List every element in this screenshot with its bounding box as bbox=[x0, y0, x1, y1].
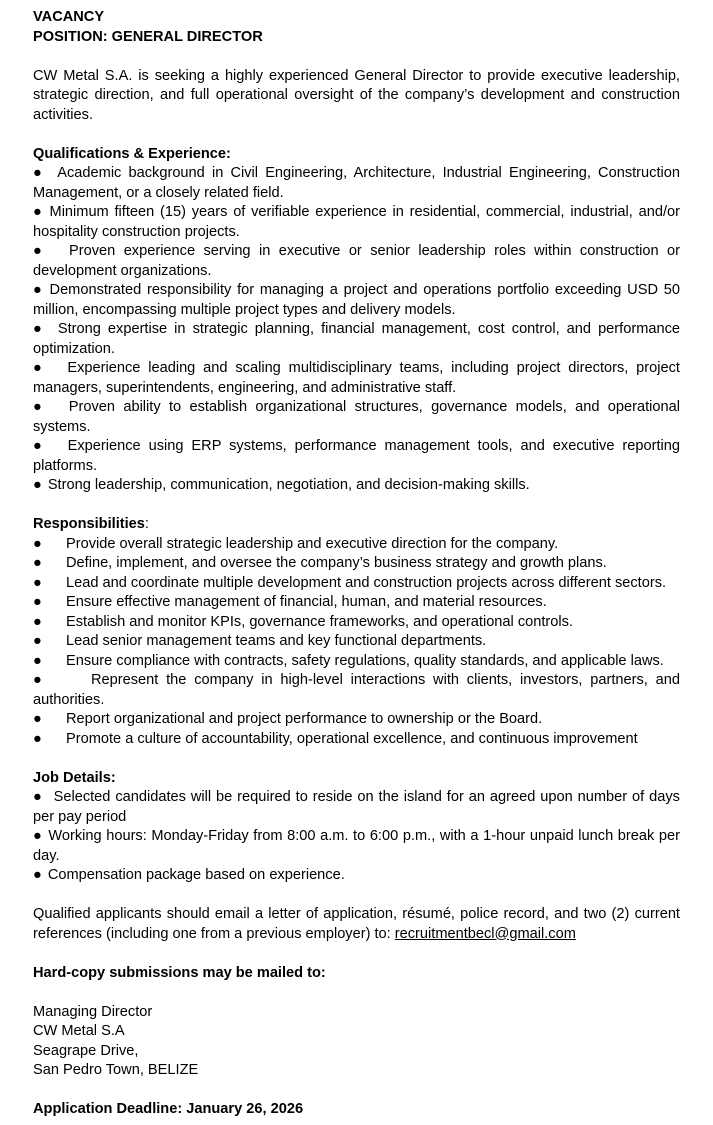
job-details-heading: Job Details: bbox=[33, 769, 116, 786]
list-item: ● Academic background in Civil Engineering, Architecture, Industrial Engineering, Construction Management, or a closely related field. bbox=[33, 165, 680, 201]
responsibilities-heading: Responsibilities: bbox=[33, 516, 149, 532]
list-item: ● Experience using ERP systems, performance management tools, and executive reporting platforms. bbox=[33, 438, 680, 474]
document-title: VACANCY bbox=[33, 9, 105, 25]
list-item: ● Demonstrated responsibility for managing a project and operations portfolio exceeding USD 50 million, encompassing multiple project types and delivery models. bbox=[33, 282, 680, 318]
list-item: ● Compensation package based on experience. bbox=[33, 867, 345, 883]
mailing-address bbox=[33, 1003, 680, 1081]
bullet-icon: ● bbox=[33, 711, 42, 727]
bullet-icon: ● bbox=[33, 360, 46, 376]
list-item: ● Proven experience serving in executive or senior leadership roles within construction or development organizations. bbox=[33, 243, 680, 279]
list-item: ● Experience leading and scaling multidisciplinary teams, including project directors, project managers, superintendents, engineering, and administrative staff. bbox=[33, 360, 680, 396]
application-instructions: Qualified applicants should email a letter of application, résumé, police record, and two (2) current references (including one from a previous employer) to: recruitmentbecl@gmail.com bbox=[33, 906, 680, 942]
list-item: ● Represent the company in high-level interactions with clients, investors, partners, and authorities. bbox=[33, 672, 680, 708]
list-item: ● Define, implement, and oversee the company’s business strategy and growth plans. bbox=[33, 554, 680, 574]
address-line: CW Metal S.A bbox=[33, 1023, 125, 1039]
bullet-icon: ● bbox=[33, 321, 45, 337]
bullet-icon: ● bbox=[33, 477, 42, 493]
list-item: ● Strong leadership, communication, negotiation, and decision-making skills. bbox=[33, 477, 530, 493]
bullet-icon: ● bbox=[33, 243, 47, 259]
bullet-icon: ● bbox=[33, 204, 44, 220]
address-line: Seagrape Drive, bbox=[33, 1042, 139, 1059]
address-line: San Pedro Town, BELIZE bbox=[33, 1062, 199, 1078]
bullet-icon: ● bbox=[33, 672, 42, 688]
bullet-icon: ● bbox=[33, 730, 42, 747]
list-item: ● Report organizational and project performance to ownership or the Board. bbox=[33, 710, 680, 730]
application-deadline: Application Deadline: January 26, 2026 bbox=[33, 1101, 304, 1117]
position-title: POSITION: GENERAL DIRECTOR bbox=[33, 28, 263, 45]
list-item: ● Ensure effective management of financial, human, and material resources. bbox=[33, 593, 680, 613]
list-item: ● Proven ability to establish organizational structures, governance models, and operational systems. bbox=[33, 399, 680, 435]
bullet-icon: ● bbox=[33, 282, 44, 298]
list-item: ● Working hours: Monday-Friday from 8:00 a.m. to 6:00 p.m., with a 1-hour unpaid lunch break per day. bbox=[33, 828, 680, 864]
list-item: ● Promote a culture of accountability, operational excellence, and continuous improvement bbox=[33, 730, 680, 750]
bullet-icon: ● bbox=[33, 555, 42, 571]
vacancy-document bbox=[33, 8, 680, 1120]
responsibilities-list bbox=[33, 535, 680, 750]
bullet-icon: ● bbox=[33, 399, 47, 415]
job-details-list bbox=[33, 788, 680, 886]
bullet-icon: ● bbox=[33, 828, 43, 844]
address-line: Managing Director bbox=[33, 1003, 153, 1020]
bullet-icon: ● bbox=[33, 867, 42, 883]
intro-paragraph: CW Metal S.A. is seeking a highly experienced General Director to provide executive leadership, strategic direction, and full operational oversight of the company’s development and construction activities. bbox=[33, 67, 680, 123]
bullet-icon: ● bbox=[33, 165, 45, 181]
list-item: ● Minimum fifteen (15) years of verifiable experience in residential, commercial, industrial, and/or hospitality construction projects. bbox=[33, 204, 680, 240]
qualifications-list bbox=[33, 164, 680, 496]
bullet-icon: ● bbox=[33, 535, 42, 552]
list-item: ● Lead and coordinate multiple development and construction projects across different sectors. bbox=[33, 574, 680, 594]
bullet-icon: ● bbox=[33, 613, 42, 630]
list-item: ● Provide overall strategic leadership and executive direction for the company. bbox=[33, 535, 680, 555]
bullet-icon: ● bbox=[33, 789, 43, 805]
bullet-icon: ● bbox=[33, 633, 42, 649]
list-item: ● Establish and monitor KPIs, governance frameworks, and operational controls. bbox=[33, 613, 680, 633]
bullet-icon: ● bbox=[33, 438, 46, 454]
qualifications-heading: Qualifications & Experience: bbox=[33, 145, 231, 162]
mail-heading: Hard-copy submissions may be mailed to: bbox=[33, 964, 326, 981]
bullet-icon: ● bbox=[33, 594, 42, 610]
list-item: ● Ensure compliance with contracts, safety regulations, quality standards, and applicable laws. bbox=[33, 652, 680, 672]
list-item: ● Strong expertise in strategic planning, financial management, cost control, and performance optimization. bbox=[33, 321, 680, 357]
list-item: ● Lead senior management teams and key functional departments. bbox=[33, 632, 680, 652]
bullet-icon: ● bbox=[33, 574, 42, 591]
bullet-icon: ● bbox=[33, 652, 42, 669]
list-item: ● Selected candidates will be required to reside on the island for an agreed upon number of days per pay period bbox=[33, 789, 680, 825]
recruitment-email-link[interactable]: recruitmentbecl@gmail.com bbox=[394, 925, 576, 942]
